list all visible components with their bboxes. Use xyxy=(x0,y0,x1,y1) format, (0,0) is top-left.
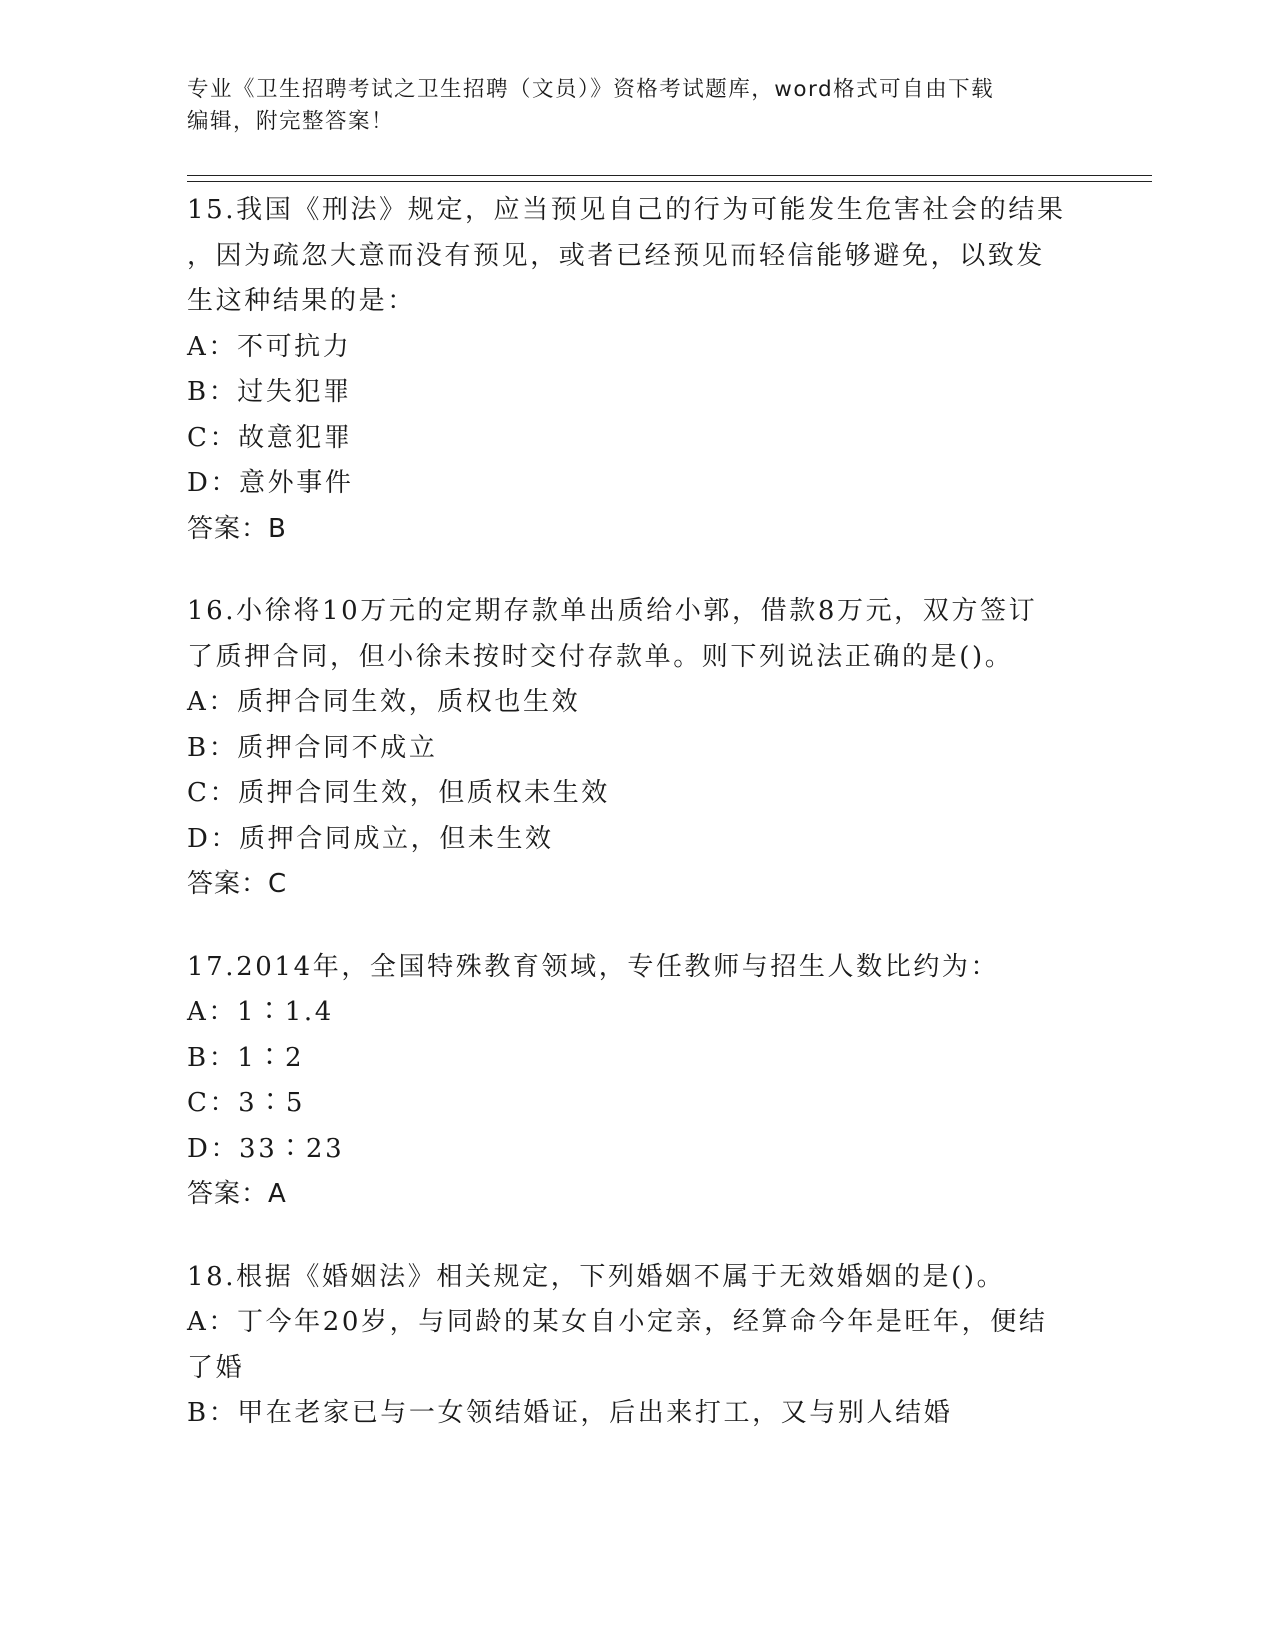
question-stem-line: ，因为疏忽大意而没有预见，或者已经预见而轻信能够避免，以致发 xyxy=(187,240,1046,271)
option-c: C：质押合同生效，但质权未生效 xyxy=(187,778,610,808)
option-c: C：3∶5 xyxy=(187,1088,305,1118)
header-line-1: 专业《卫生招聘考试之卫生招聘（文员）》资格考试题库，word格式可自由下载 xyxy=(187,77,995,102)
option-a-continued: 了婚 xyxy=(187,1352,245,1383)
header-line-2: 编辑，附完整答案！ xyxy=(187,109,395,134)
question-stem-line: 18.根据《婚姻法》相关规定，下列婚姻不属于无效婚姻的是()。 xyxy=(187,1261,1006,1292)
answer-label: 答案：A xyxy=(187,1179,287,1209)
header-divider-bottom xyxy=(187,181,1152,182)
option-d: D：33∶23 xyxy=(187,1133,345,1164)
option-a: A：1∶1.4 xyxy=(187,997,334,1027)
option-b: B：1∶2 xyxy=(187,1042,305,1073)
question-17 xyxy=(187,945,1087,1218)
option-a: A：质押合同生效，质权也生效 xyxy=(187,687,581,717)
question-15 xyxy=(187,188,1087,552)
option-a: A：丁今年20岁，与同龄的某女自小定亲，经算命今年是旺年，便结 xyxy=(187,1307,1048,1337)
document-header xyxy=(187,74,1067,138)
option-a: A：不可抗力 xyxy=(187,331,352,362)
option-b: B：过失犯罪 xyxy=(187,377,352,407)
question-stem-line: 15.我国《刑法》规定，应当预见自己的行为可能发生危害社会的结果 xyxy=(187,195,1066,225)
option-d: D：意外事件 xyxy=(187,468,354,498)
answer-label: 答案：C xyxy=(187,869,288,899)
question-16 xyxy=(187,589,1087,908)
option-c: C：故意犯罪 xyxy=(187,422,353,453)
option-d: D：质押合同成立，但未生效 xyxy=(187,823,554,854)
question-stem-line: 17.2014年，全国特殊教育领域，专任教师与招生人数比约为： xyxy=(187,951,1000,982)
question-stem-line: 生这种结果的是： xyxy=(187,286,416,316)
header-divider-top xyxy=(187,175,1152,176)
question-stem-line: 16.小徐将10万元的定期存款单出质给小郭，借款8万元，双方签订 xyxy=(187,596,1038,626)
question-list xyxy=(187,188,1087,1474)
option-b: B：质押合同不成立 xyxy=(187,732,438,763)
option-b: B：甲在老家已与一女领结婚证，后出来打工，又与别人结婚 xyxy=(187,1398,953,1428)
answer-label: 答案：B xyxy=(187,513,287,544)
question-18 xyxy=(187,1255,1087,1437)
question-stem-line: 了质押合同，但小徐未按时交付存款单。则下列说法正确的是()。 xyxy=(187,641,1014,672)
